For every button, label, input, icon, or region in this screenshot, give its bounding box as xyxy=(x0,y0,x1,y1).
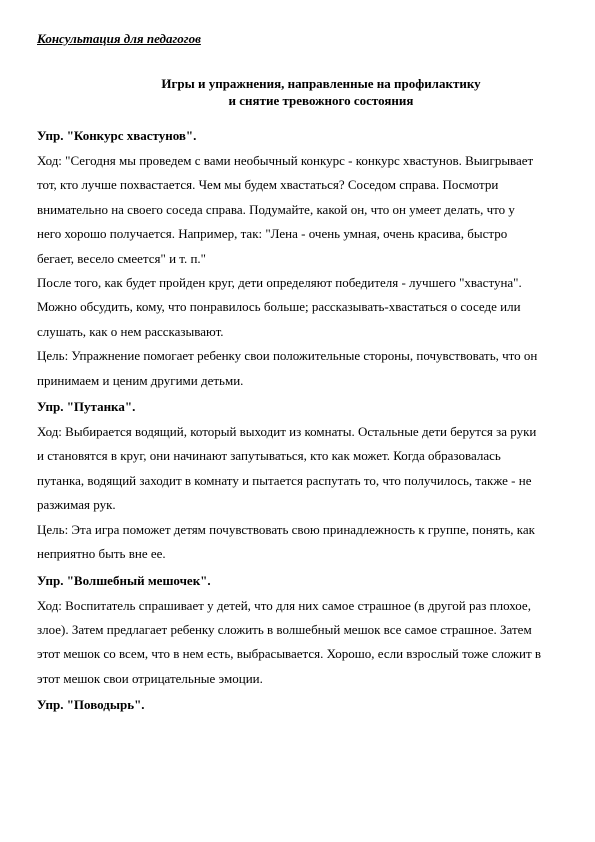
exercise-title: Упр. "Путанка". xyxy=(37,399,136,415)
text-line: слушать, как о нем рассказывают. xyxy=(37,323,224,339)
text-line: тот, кто лучше похвастается. Чем мы будем хвастаться? Соседом справа. Посмотри xyxy=(37,177,499,193)
text-line: злое). Затем предлагает ребенку сложить в волшебный мешок все самое страшное. Затем xyxy=(37,621,532,637)
text-line: этот мешок свои отрицательные эмоции. xyxy=(37,670,263,686)
text-line: Ход: Выбирается водящий, который выходит из комнаты. Остальные дети берутся за руки xyxy=(37,424,537,440)
exercise-paragraph xyxy=(37,271,575,344)
text-line: После того, как будет пройден круг, дети определяют победителя - лучшего "хвастуна". xyxy=(37,275,522,291)
document-title xyxy=(37,75,575,109)
text-line: него хорошо получается. Например, так: "Лена - очень умная, очень красива, быстро xyxy=(37,226,508,242)
exercise-title: Упр. "Волшебный мешочек". xyxy=(37,572,211,588)
exercise-section xyxy=(37,691,575,718)
text-line: принимаем и ценим другими детьми. xyxy=(37,372,244,388)
text-line: бегает, весело смеется" и т. п." xyxy=(37,250,206,266)
text-line: разжимая рук. xyxy=(37,497,116,513)
exercise-title: Упр. "Поводырь". xyxy=(37,697,145,713)
exercise-section xyxy=(37,393,575,566)
exercise-paragraph xyxy=(37,594,575,692)
document-header: Консультация для педагогов xyxy=(37,31,201,46)
text-line: Ход: "Сегодня мы проведем с вами необычный конкурс - конкурс хвастунов. Выигрывает xyxy=(37,153,534,168)
text-line: Цель: Упражнение помогает ребенку свои положительные стороны, почувствовать, что он xyxy=(37,348,538,364)
text-line: Можно обсудить, кому, что понравилось больше; рассказывать-хвастаться о соседе или xyxy=(37,299,521,315)
text-line: Ход: Воспитатель спрашивает у детей, что для них самое страшное (в другой раз плохое, xyxy=(37,597,531,613)
exercise-section xyxy=(37,122,575,393)
exercise-goal-paragraph xyxy=(37,344,575,393)
exercise-paragraph xyxy=(37,149,575,271)
exercise-title: Упр. "Конкурс хвастунов". xyxy=(37,128,197,143)
text-line: путанка, водящий заходит в комнату и пытается распутать то, что получилось, также - не xyxy=(37,472,532,488)
exercise-section xyxy=(37,567,575,692)
text-line: внимательно на своего соседа справа. Подумайте, какой он, что он умеет делать, что у xyxy=(37,201,515,217)
document-title-line-2: и снятие тревожного состояния xyxy=(228,93,414,108)
document-title-line-1: Игры и упражнения, направленные на профилактику xyxy=(161,76,481,91)
text-line: этот мешок со всем, что в нем есть, выбрасывается. Хорошо, если взрослый тоже сложит в xyxy=(37,646,542,662)
text-line: неприятно быть вне ее. xyxy=(37,546,166,562)
text-line: и становятся в круг, они начинают запутываться, кто как может. Когда образовалась xyxy=(37,448,501,464)
exercise-goal-paragraph xyxy=(37,518,575,567)
text-line: Цель: Эта игра поможет детям почувствовать свою принадлежность к группе, понять, как xyxy=(37,521,535,537)
exercise-paragraph xyxy=(37,420,575,518)
